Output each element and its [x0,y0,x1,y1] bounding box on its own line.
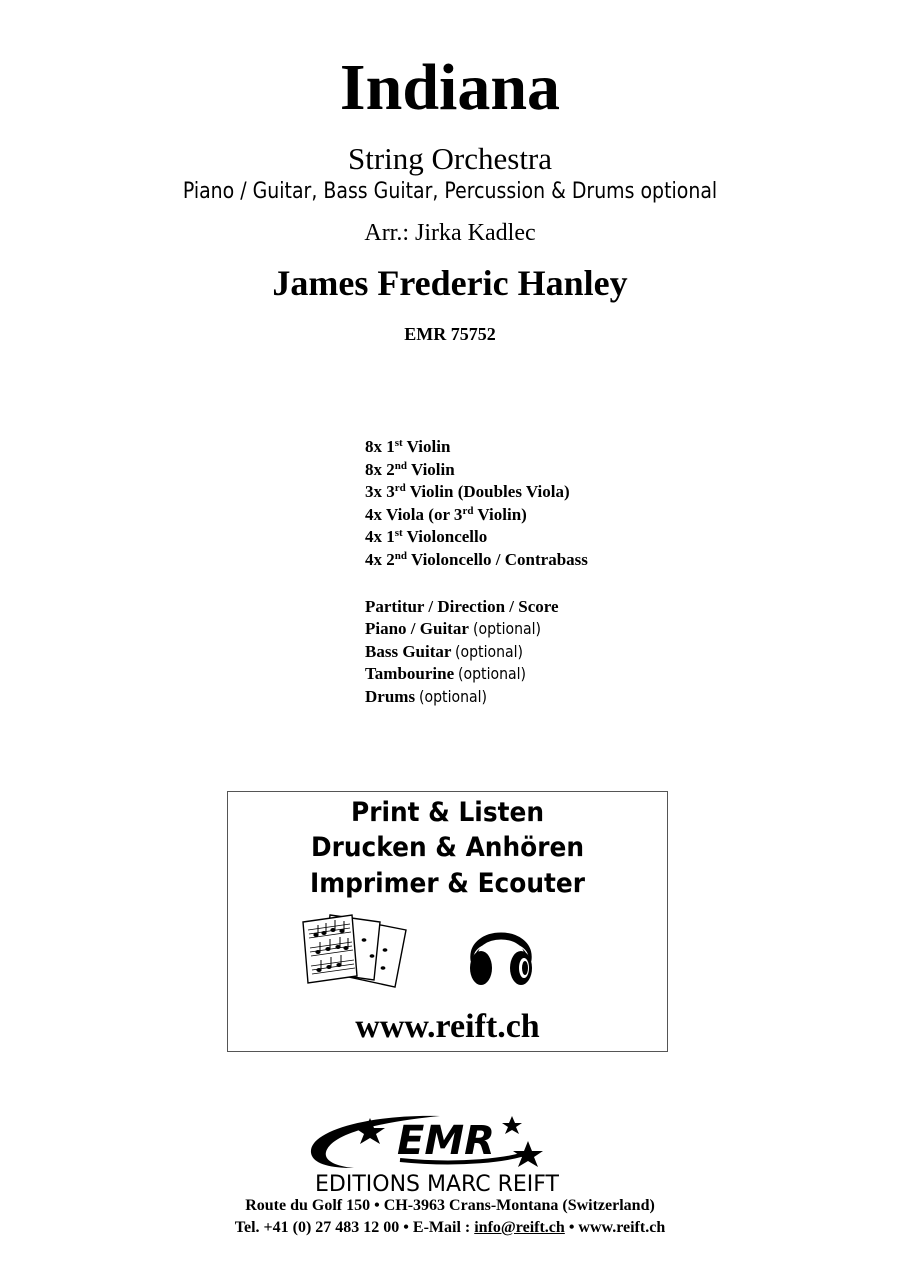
extra-part-row [365,618,588,641]
part-row [365,481,588,504]
part-name: Violin) [473,504,527,524]
composer: James Frederic Hanley [272,263,628,303]
part-count: 8x 1 [365,437,395,456]
part-name: Violin [407,459,455,479]
part-name: Violin [402,437,451,456]
ordinal-suffix: nd [394,549,407,562]
extra-part-name: Drums [365,686,416,706]
part-count: 4x 1 [365,527,395,547]
emr-logo [250,1108,650,1194]
ordinal-suffix: rd [462,504,474,517]
publisher-name: EDITIONS MARC REIFT [315,1172,559,1194]
extra-part-row [365,686,588,709]
part-row [365,549,588,572]
phone-label: Tel. +41 (0) 27 483 12 00 • E-Mail : [234,1219,475,1236]
part-count: 8x 2 [365,459,395,479]
promo-line-fr: Imprimer & Ecouter [309,868,586,899]
publisher-contact [0,1219,900,1237]
part-row [365,436,588,459]
parts-list [365,436,588,709]
promo-line-en: Print & Listen [350,797,545,828]
extra-part-name: Partitur / Direction / Score [365,596,559,616]
publisher-address: Route du Golf 150 • CH-3963 Crans-Montana (Switzerland) [245,1197,655,1214]
arranger: Arr.: Jirka Kadlec [364,220,536,246]
extra-part-row [365,663,588,686]
part-row [365,526,588,549]
ordinal-suffix: st [394,437,403,449]
email-link[interactable]: info@reift.ch [474,1219,565,1236]
part-name: Violoncello [402,527,488,547]
optional-note: (optional) [472,619,541,639]
extra-part-name: Bass Guitar [365,641,452,661]
logo-text: EMR [397,1118,495,1164]
optional-note: (optional) [419,686,488,706]
optional-note: (optional) [455,641,524,661]
optional-note: (optional) [458,664,527,684]
extra-part-name: Tambourine [365,664,455,684]
title: Indiana [339,51,561,124]
part-count: 3x 3 [365,482,395,502]
print-listen-box [227,791,668,1052]
optional-instruments: Piano / Guitar, Bass Guitar, Percussion & Drums optional [182,179,718,204]
website-link[interactable]: www.reift.ch [355,1008,540,1045]
headphones-icon [466,916,536,992]
extra-part-row [365,596,588,619]
ensemble: String Orchestra [347,141,553,176]
ordinal-suffix: nd [394,459,407,472]
website-text[interactable]: • www.reift.ch [564,1219,666,1236]
ordinal-suffix: st [394,527,403,540]
ordinal-suffix: rd [394,482,406,495]
sheet-music-icon [300,910,415,990]
extra-part-name: Piano / Guitar [365,619,469,639]
part-row [365,459,588,482]
promo-line-de: Drucken & Anhören [310,832,585,863]
catalog-number: EMR 75752 [404,324,496,344]
part-name: Violoncello / Contrabass [407,549,588,569]
part-name: Violin (Doubles Viola) [405,482,570,502]
part-row [365,504,588,527]
part-name: 4x Viola (or 3 [365,504,463,524]
part-count: 4x 2 [365,549,395,569]
extra-part-row [365,641,588,664]
